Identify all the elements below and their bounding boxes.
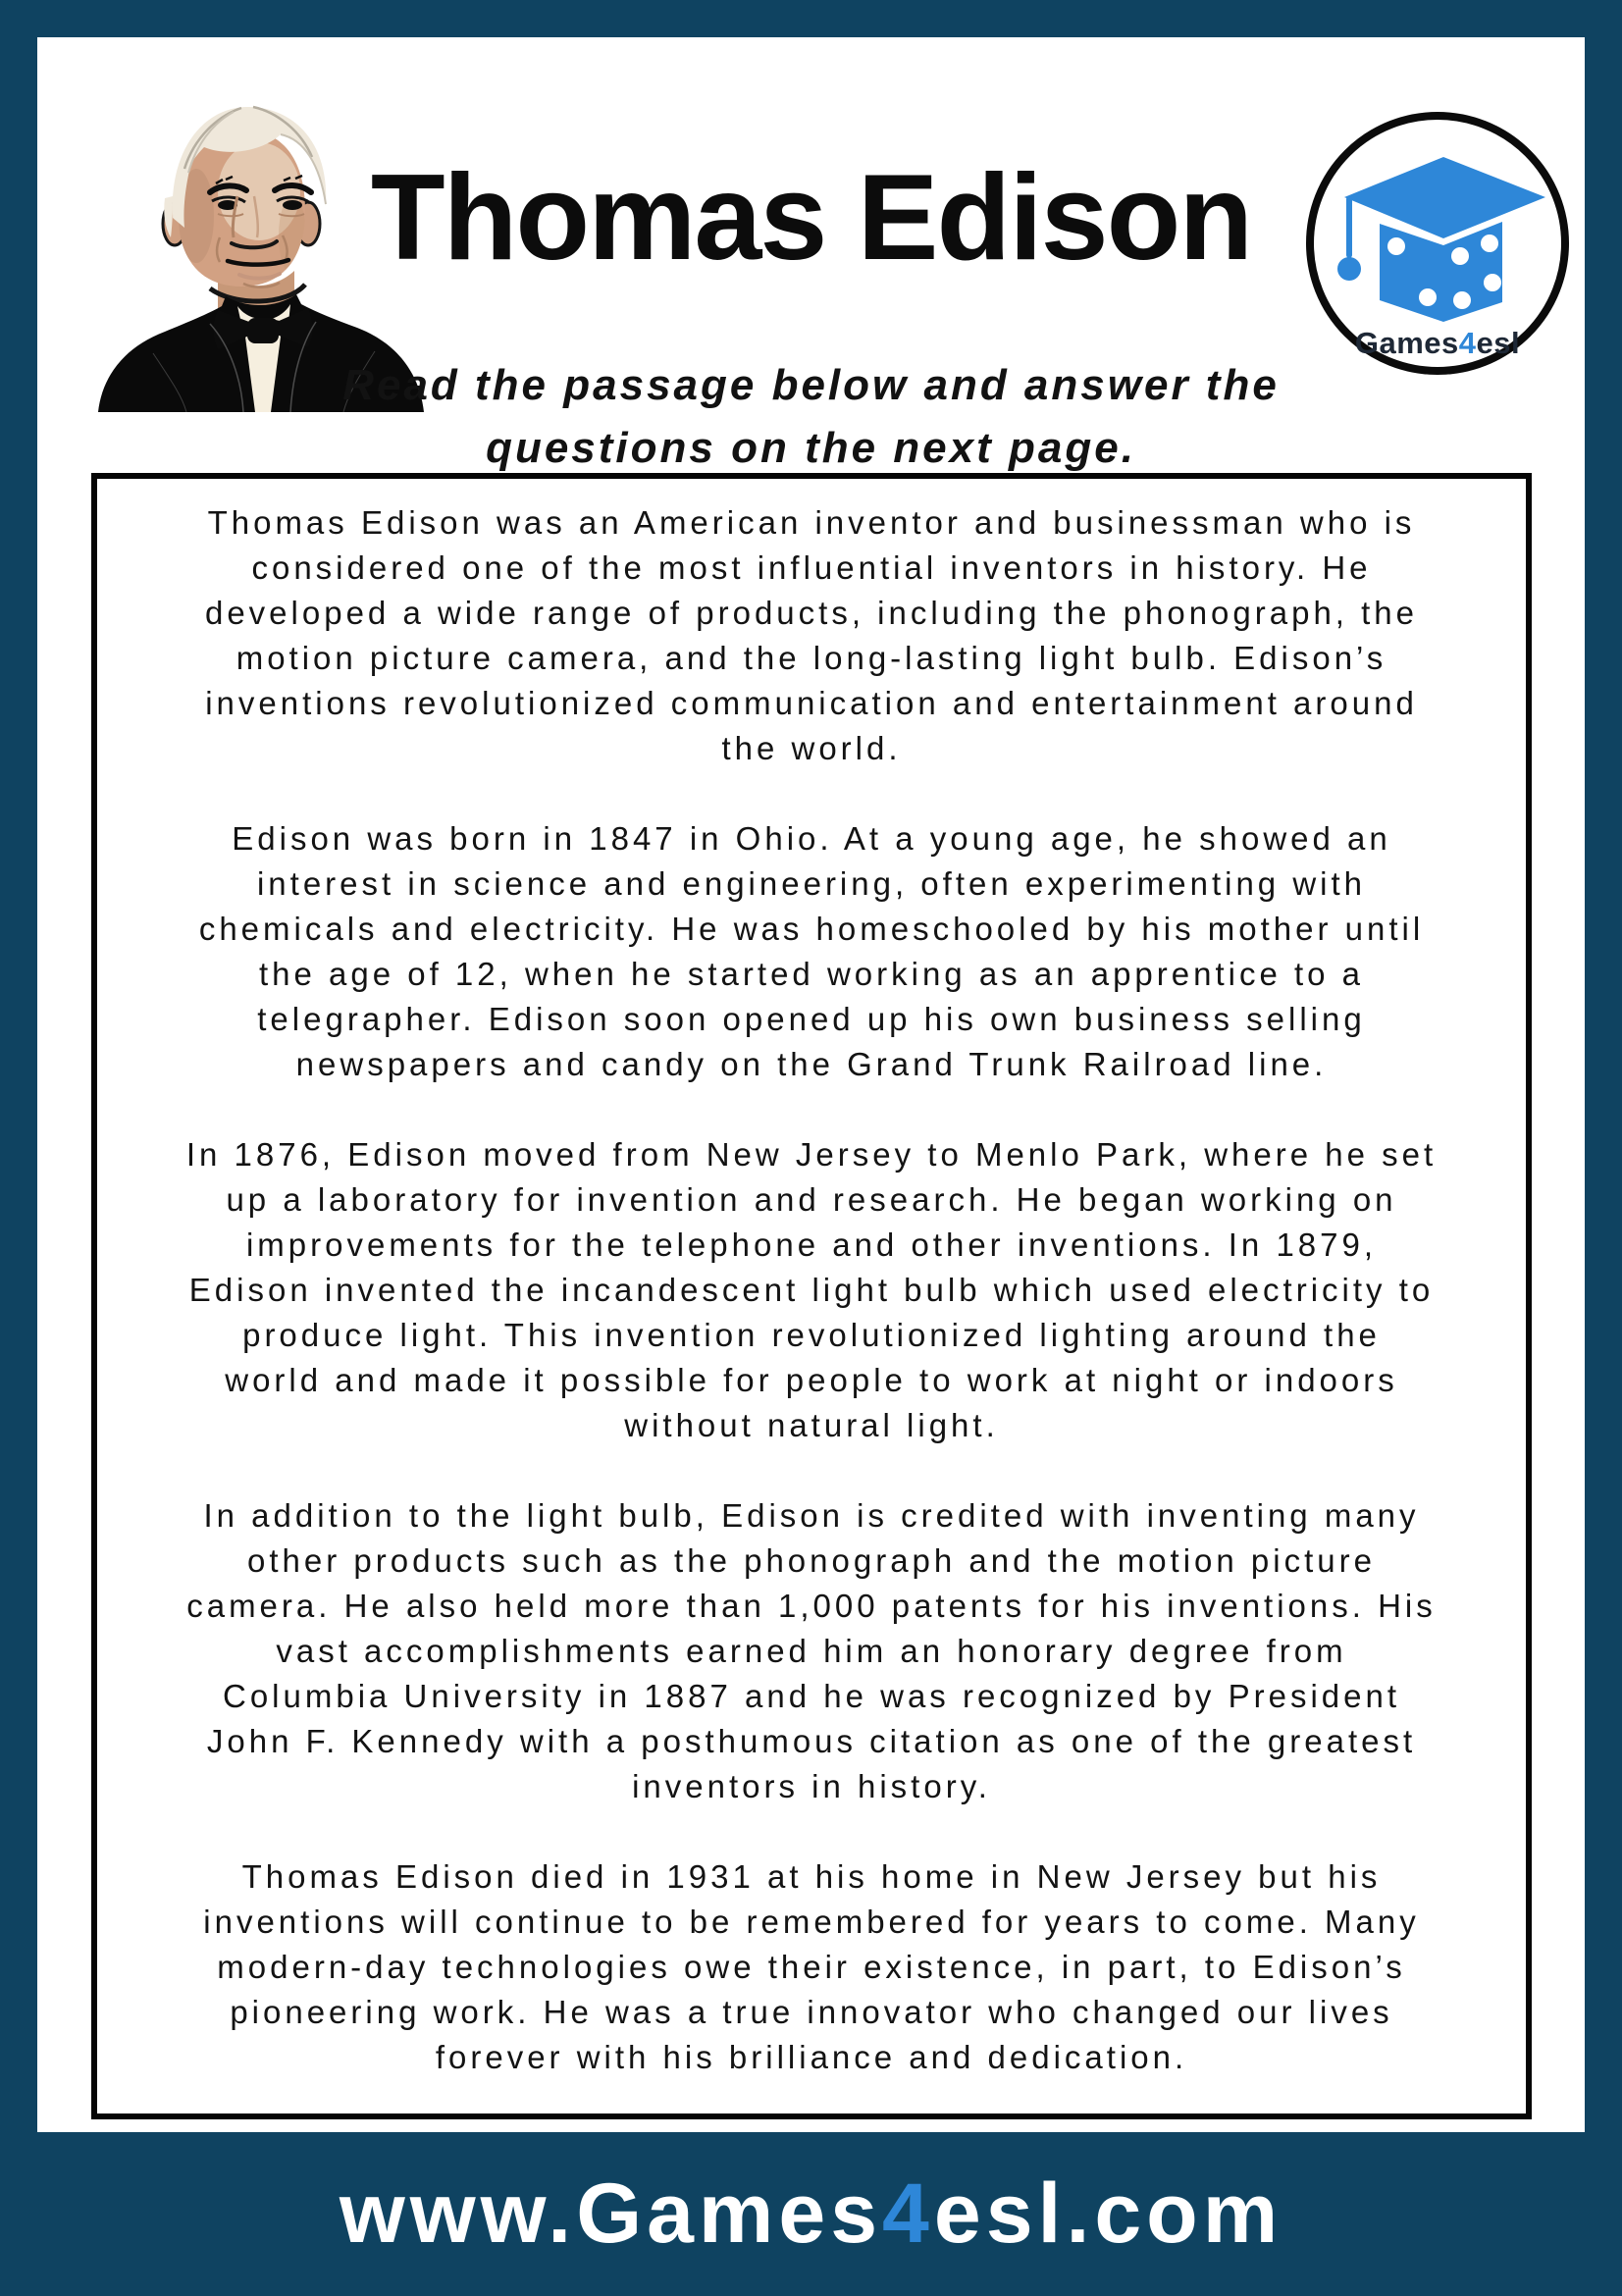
passage-text bbox=[121, 500, 1502, 2080]
passage-line: other products such as the phonograph and the motion picture bbox=[247, 1542, 1376, 1579]
page-title: Thomas Edison bbox=[370, 150, 1252, 286]
passage-line: Thomas Edison died in 1931 at his home in New Jersey but his bbox=[241, 1858, 1382, 1895]
instructions bbox=[37, 354, 1585, 480]
footer-band bbox=[0, 2132, 1622, 2296]
passage-line: forever with his brilliance and dedication. bbox=[435, 2039, 1188, 2075]
passage-line: pioneering work. He was a true innovator who changed our lives bbox=[230, 1994, 1393, 2030]
site-url-suffix: esl.com bbox=[933, 2166, 1283, 2261]
passage-line: chemicals and electricity. He was homeschooled by his mother until bbox=[198, 911, 1425, 947]
passage-line: Edison was born in 1847 in Ohio. At a young age, he showed an bbox=[232, 820, 1391, 857]
passage-line: camera. He also held more than 1,000 patents for his inventions. His bbox=[186, 1588, 1437, 1624]
instructions-line-1: Read the passage below and answer the bbox=[342, 361, 1280, 409]
passage-line: improvements for the telephone and other inventions. In 1879, bbox=[245, 1226, 1378, 1263]
instructions-line-2: questions on the next page. bbox=[486, 424, 1136, 472]
passage-line: considered one of the most influential inventors in history. He bbox=[251, 549, 1372, 586]
passage-line: inventions revolutionized communication and entertainment around bbox=[205, 685, 1418, 721]
passage-line: world and made it possible for people to work at night or indoors bbox=[225, 1362, 1398, 1398]
passage-line: without natural light. bbox=[624, 1407, 999, 1443]
passage-line: In 1876, Edison moved from New Jersey to Menlo Park, where he set bbox=[185, 1136, 1438, 1173]
passage-line: newspapers and candy on the Grand Trunk Railroad line. bbox=[295, 1046, 1328, 1082]
worksheet-sheet bbox=[37, 37, 1585, 2132]
site-url bbox=[340, 2166, 1282, 2263]
passage-line: vast accomplishments earned him an honorary degree from bbox=[276, 1633, 1347, 1669]
logo-brand-prefix: Games bbox=[1354, 326, 1459, 360]
passage-line: modern-day technologies owe their existence, in part, to Edison’s bbox=[217, 1949, 1406, 1985]
passage-line: up a laboratory for invention and research. He began working on bbox=[226, 1181, 1397, 1218]
games4esl-logo bbox=[1305, 106, 1576, 377]
passage-line: produce light. This invention revolutionized lighting around the bbox=[242, 1317, 1381, 1353]
passage-line: the age of 12, when he started working as an apprentice to a bbox=[258, 956, 1365, 992]
passage-paragraph bbox=[121, 1854, 1502, 2080]
passage-line: Thomas Edison was an American inventor and businessman who is bbox=[207, 504, 1416, 541]
passage-line: inventions will continue to be remembered for years to come. Many bbox=[203, 1904, 1420, 1940]
passage-line: In addition to the light bulb, Edison is credited with inventing many bbox=[203, 1497, 1420, 1534]
passage-paragraph bbox=[121, 500, 1502, 771]
logo-brand-accent: 4 bbox=[1458, 326, 1477, 360]
passage-paragraph bbox=[121, 1493, 1502, 1809]
passage-line: Edison invented the incandescent light bulb which used electricity to bbox=[188, 1272, 1435, 1308]
site-url-accent: 4 bbox=[882, 2166, 934, 2261]
passage-box bbox=[91, 473, 1532, 2119]
passage-paragraph bbox=[121, 1132, 1502, 1448]
passage-line: developed a wide range of products, including the phonograph, the bbox=[204, 595, 1419, 631]
passage-line: John F. Kennedy with a posthumous citation as one of the greatest bbox=[206, 1723, 1417, 1759]
passage-line: inventors in history. bbox=[632, 1768, 991, 1804]
passage-line: interest in science and engineering, often experimenting with bbox=[256, 865, 1367, 902]
passage-paragraph bbox=[121, 816, 1502, 1087]
passage-line: Columbia University in 1887 and he was recognized by President bbox=[222, 1678, 1401, 1714]
site-url-prefix: www.Games bbox=[339, 2166, 883, 2261]
passage-line: motion picture camera, and the long-lasting light bulb. Edison’s bbox=[235, 640, 1387, 676]
logo-brand-suffix: esl bbox=[1476, 326, 1521, 360]
passage-line: the world. bbox=[721, 730, 902, 766]
passage-line: telegrapher. Edison soon opened up his own business selling bbox=[257, 1001, 1366, 1037]
